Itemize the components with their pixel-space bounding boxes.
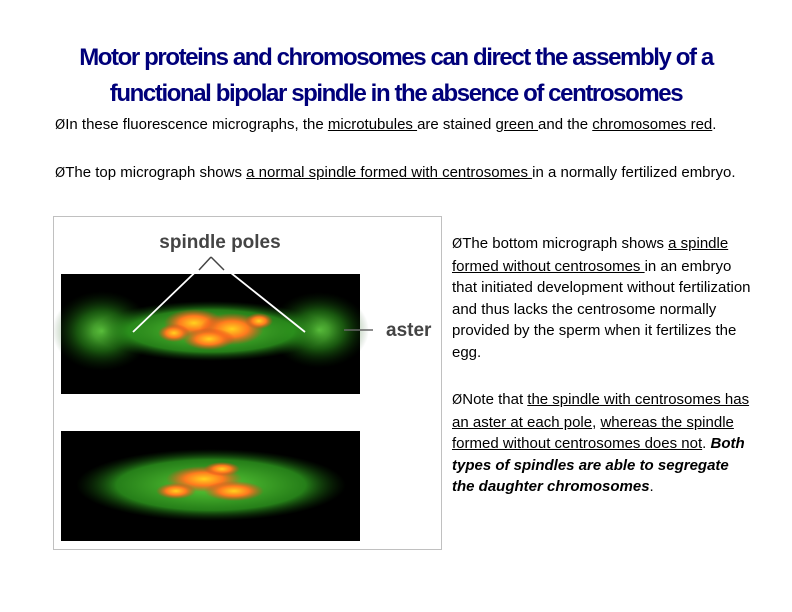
p4-aster-at-each-pole: the spindle with centrosomes has an aster at each pole (452, 391, 750, 431)
p1-text-1: In these fluorescence micrographs, the (65, 116, 328, 133)
p3-spindle-without-centrosomes: a spindle formed without centrosomes (452, 235, 729, 275)
slide-title (40, 40, 752, 112)
p4-spindle-without-does-not: whereas the spindle formed without centrosomes does not (452, 413, 734, 453)
bottom-micrograph (61, 431, 360, 541)
spindle-pole-pointer-right-upper (211, 257, 224, 270)
p3-text-1: The bottom micrograph shows (462, 235, 669, 252)
bullet-arrow-icon: Ø (452, 393, 463, 408)
paragraph-fluorescence (55, 114, 745, 137)
bullet-arrow-icon: Ø (452, 237, 463, 252)
micrograph-figure (53, 216, 442, 550)
micrograph-figure-svg (54, 217, 441, 549)
bottom-chromosome-3 (156, 483, 196, 499)
bullet-arrow-icon: Ø (55, 118, 66, 133)
bottom-chromosome-2 (204, 481, 264, 501)
paragraph-note (452, 389, 752, 498)
bullet-arrow-icon: Ø (55, 166, 66, 181)
p4-both-types-segregate: Both types of spindles are able to segregate the daughter chromosomes (452, 435, 745, 496)
p2-text-2: in a normally fertilized embryo. (532, 164, 736, 181)
top-micrograph (54, 274, 369, 394)
p1-text-3: and the (538, 116, 593, 133)
top-chromosome-4 (158, 324, 190, 342)
label-aster: aster (386, 320, 432, 341)
p2-text-1: The top micrograph shows (65, 164, 247, 181)
p1-chromosomes-red: chromosomes red (592, 116, 713, 133)
p1-text-4: . (712, 116, 717, 133)
top-chromosome-3 (183, 328, 235, 350)
label-spindle-poles: spindle poles (159, 232, 281, 253)
paragraph-top-micrograph (55, 162, 745, 185)
paragraph-bottom-micrograph (452, 233, 752, 364)
p1-text-2: are stained (417, 116, 496, 133)
slide-title-line-1: Motor proteins and chromosomes can direct the assembly of a (79, 44, 713, 71)
p4-text-1: Note that (462, 391, 528, 408)
bottom-chromosome-4 (204, 462, 240, 476)
p2-normal-spindle: a normal spindle formed with centrosomes (246, 164, 533, 181)
top-chromosome-5 (245, 313, 273, 329)
spindle-pole-pointer-left-upper (199, 257, 211, 270)
p1-microtubules: microtubules (327, 116, 418, 133)
slide-title-line-2: functional bipolar spindle in the absence of centrosomes (109, 80, 683, 107)
p1-green: green (495, 116, 539, 133)
p4-text-3: . (702, 435, 711, 453)
p4-text-4: . (649, 478, 654, 496)
p3-text-2: in an embryo that initiated development without fertilization and thus lacks the centrosome normally provided by the sperm when it fertilizes the egg. (452, 257, 751, 361)
p4-text-2: , (592, 413, 601, 431)
